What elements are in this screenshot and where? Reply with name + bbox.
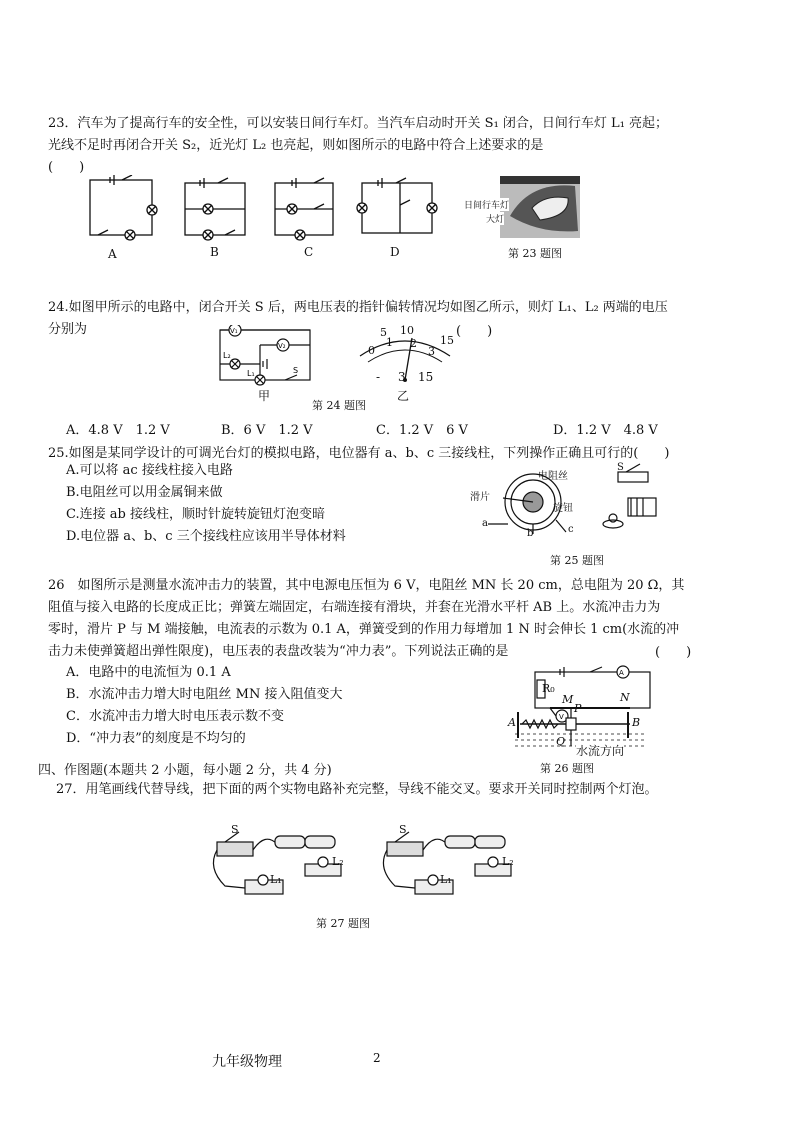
q23-option-a: A (108, 247, 117, 261)
q23-caption: 第 23 题图 (508, 247, 562, 260)
q24-option-a: A．4.8 V 1.2 V (66, 423, 170, 438)
q27-right-label-s: S (399, 823, 407, 836)
q25-potentiometer (478, 462, 688, 542)
q25-label-slider: 滑片 (470, 492, 490, 503)
q23-circuits (80, 175, 460, 250)
q25-label-wire: 电阻丝 (538, 471, 568, 482)
q25-option-d: D.电位器 a、b、c 三个接线柱应该用半导体材料 (66, 529, 346, 544)
svg-text:V₁: V₁ (230, 327, 238, 335)
svg-text:L₂: L₂ (223, 351, 231, 360)
q26-paren: ( ) (655, 645, 692, 660)
car-headlight-photo (500, 176, 580, 238)
q27-left-label-s: S (231, 823, 239, 836)
q25-option-c: C.连接 ab 接线柱，顺时针旋转旋钮灯泡变暗 (66, 507, 325, 522)
meter-bottom-1: 1 (386, 336, 393, 349)
q25-label-knob: 旋钮 (553, 503, 573, 514)
meter-bottom-0: 0 (368, 344, 375, 357)
q26-line4: 击力未使弹簧超出弹性限度)，电压表的表盘改装为“冲力表”。下列说法正确的是 (48, 644, 509, 659)
q26-label-p: P (574, 702, 582, 715)
q26-label-b: B (632, 716, 641, 729)
photo-label-headlight: 大灯 (486, 212, 504, 225)
q26-label-m: M (562, 693, 574, 706)
q23-option-d: D (390, 245, 400, 259)
q24-circuit-jia (215, 325, 315, 387)
q24-fig-jia: 甲 (258, 389, 271, 403)
q24-option-b: B．6 V 1.2 V (221, 423, 313, 438)
q26-label-q: Q (556, 735, 566, 748)
q25-option-b: B.电阻丝可以用金属铜来做 (66, 485, 223, 500)
q25-label-s: S (617, 462, 624, 473)
meter-terminal-15: 15 (418, 370, 434, 384)
q24-line2: 分别为 (48, 322, 88, 337)
q26-label-n: N (620, 691, 630, 704)
q25-label-c: c (568, 524, 574, 535)
q24-fig-yi: 乙 (397, 389, 410, 403)
svg-text:A: A (619, 669, 624, 677)
q23-option-c: C (304, 245, 314, 259)
q26-line2: 阻值与接入电路的长度成正比；弹簧左端固定，右端连接有滑块，并套在光滑水平杆 AB 上。水流冲击力为 (48, 600, 661, 615)
q25-label-b: b (527, 528, 534, 539)
q26-label-a: A (508, 716, 516, 729)
q27-right-label-l2: L₂ (502, 855, 514, 868)
q26-option-a: A．电路中的电流恒为 0.1 A (66, 665, 231, 680)
q27-right-label-l1: L₁ (440, 873, 452, 886)
q24-paren: ( ) (456, 324, 493, 339)
q26-label-flow: 水流方向 (576, 744, 625, 758)
photo-label-daytime-light: 日间行车灯 (464, 198, 509, 211)
q26-option-c: C．水流冲击力增大时电压表示数不变 (66, 709, 284, 724)
q26-caption: 第 26 题图 (540, 762, 594, 775)
q25-option-a: A.可以将 ac 接线柱接入电路 (66, 463, 233, 478)
q26-line1: 26 如图所示是测量水流冲击力的装置，其中电源电压恒为 6 V，电阻丝 MN 长 20 cm，总电阻为 20 Ω，其 (48, 578, 685, 593)
meter-top-5: 5 (380, 326, 387, 339)
meter-bottom-3: 3 (428, 345, 435, 358)
q27-line1: 27．用笔画线代替导线，把下面的两个实物电路补充完整，导线不能交叉。要求开关同时控制两个灯泡。 (56, 782, 658, 797)
q23-line2: 光线不足时再闭合开关 S₂，近光灯 L₂ 也亮起，则如图所示的电路中符合上述要求的是 (48, 138, 544, 153)
q26-option-b: B．水流冲击力增大时电阻丝 MN 接入阻值变大 (66, 687, 343, 702)
meter-terminal-3: 3 (398, 370, 406, 384)
q25-label-a: a (482, 518, 488, 529)
q26-line3: 零时，滑片 P 与 M 端接触，电流表的示数为 0.1 A，弹簧受到的作用力每增加 1 N 时会伸长 1 cm(水流的冲 (48, 622, 680, 637)
meter-top-15: 15 (440, 334, 454, 347)
q27-left-label-l2: L₂ (332, 855, 344, 868)
q26-label-r0: R₀ (542, 682, 555, 695)
footer-page-number: 2 (373, 1051, 381, 1065)
meter-terminal-neg: - (376, 370, 381, 384)
q25-caption: 第 25 题图 (550, 554, 604, 567)
meter-bottom-2: 2 (410, 337, 417, 350)
section-4-heading: 四、作图题(本题共 2 小题，每小题 2 分，共 4 分) (38, 763, 332, 778)
q23-option-b: B (210, 245, 219, 259)
meter-top-10: 10 (400, 324, 414, 337)
q24-option-c: C．1.2 V 6 V (376, 423, 468, 438)
q25-line1: 25.如图是某同学设计的可调光台灯的模拟电路，电位器有 a、b、c 三接线柱，下列操作正确且可行的( ) (48, 446, 670, 461)
footer-subject: 九年级物理 (212, 1054, 282, 1070)
svg-text:L₁: L₁ (247, 369, 255, 378)
svg-text:S: S (293, 366, 299, 375)
q24-option-d: D．1.2 V 4.8 V (553, 423, 658, 438)
q27-caption: 第 27 题图 (316, 917, 370, 930)
svg-text:V: V (559, 713, 564, 721)
q27-left-label-l1: L₁ (270, 873, 282, 886)
svg-text:V₂: V₂ (278, 342, 286, 350)
q26-option-d: D．“冲力表”的刻度是不均匀的 (66, 731, 246, 746)
q23-line1: 23．汽车为了提高行车的安全性，可以安装日间行车灯。当汽车启动时开关 S₁ 闭合，日间行车灯 L₁ 亮起； (48, 116, 669, 131)
q24-caption: 第 24 题图 (312, 399, 366, 412)
q24-line1: 24.如图甲所示的电路中，闭合开关 S 后，两电压表的指针偏转情况均如图乙所示，则灯 L₁、L₂ 两端的电压 (48, 300, 668, 315)
q23-paren: ( ) (48, 160, 85, 175)
